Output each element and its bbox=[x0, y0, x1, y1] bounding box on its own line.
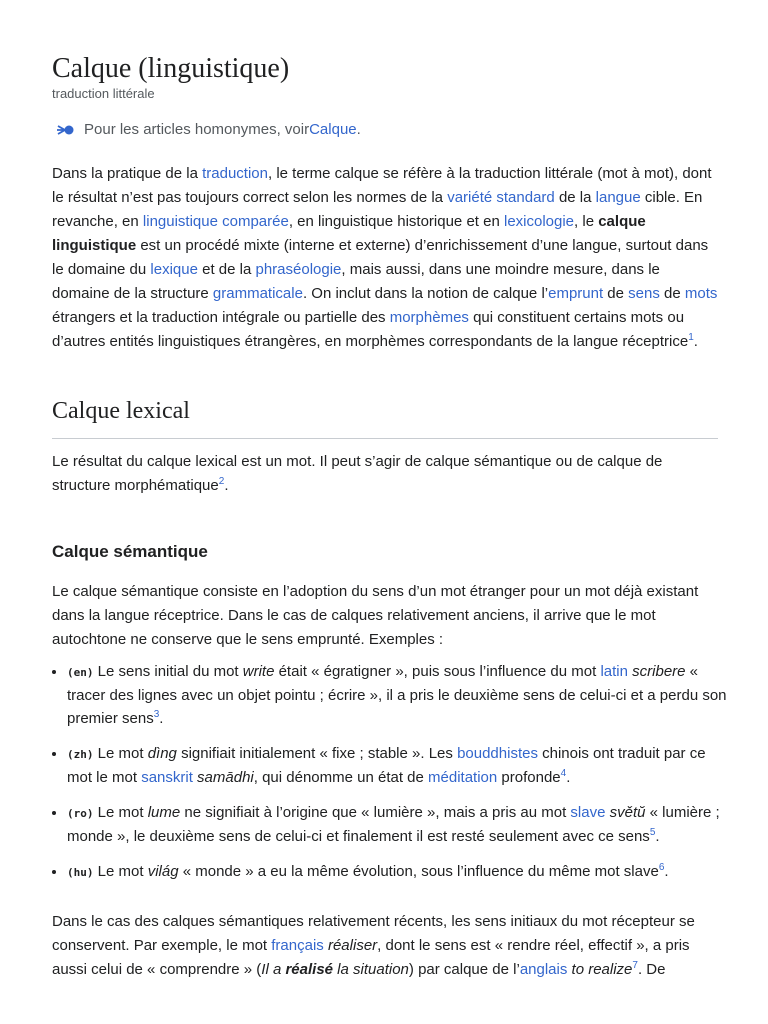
list-item bbox=[67, 801, 733, 848]
example-text: profonde bbox=[497, 769, 561, 786]
italic-term: write bbox=[242, 663, 275, 680]
bold-italic-term: réalisé bbox=[285, 961, 334, 978]
example-text: « lumière ; monde », le deuxième sens de celui-ci et finalement il est resté seulement avec ce sens bbox=[67, 804, 720, 845]
link-lexique[interactable]: lexique bbox=[150, 261, 198, 278]
intro-text: de la bbox=[554, 189, 596, 206]
italic-term: la situation bbox=[333, 961, 409, 978]
list-item bbox=[67, 860, 733, 884]
semantic-intro-paragraph: Le calque sémantique consiste en l’adoption du sens d’un mot étranger pour un mot déjà existant dans la langue réceptrice. Dans le cas de calques relativement anciens, il arrive que le mot autochtone ne conserve que le sens emprunté. Exemples : bbox=[52, 583, 699, 648]
example-text: « monde » a eu la même évolution, sous l’influence du même mot slave bbox=[178, 863, 659, 880]
intro-text: de bbox=[603, 285, 629, 302]
list-item bbox=[67, 660, 733, 730]
italic-term: dìng bbox=[147, 745, 177, 762]
intro-text: , le bbox=[574, 213, 599, 230]
link-emprunt[interactable]: emprunt bbox=[548, 285, 604, 302]
intro-text: . bbox=[693, 333, 698, 350]
example-text: était « égratigner », puis sous l’influence du mot bbox=[274, 663, 601, 680]
language-indicator: (zh) bbox=[67, 748, 94, 761]
lexical-paragraph bbox=[52, 450, 718, 498]
page-subtitle: traduction littérale bbox=[52, 86, 155, 101]
italic-term: világ bbox=[147, 863, 179, 880]
italic-term: Il a bbox=[261, 961, 286, 978]
reference-link[interactable]: 6 bbox=[658, 862, 665, 873]
italic-term: to realize bbox=[571, 961, 633, 978]
example-text: signifiait initialement « fixe ; stable ». Les bbox=[176, 745, 458, 762]
disambiguation-icon bbox=[56, 123, 78, 137]
link-grammaticale[interactable]: grammaticale bbox=[212, 285, 303, 302]
intro-text: qui constituent certains mots ou d’autres entités linguistiques étrangères, en morphèmes correspondants de la langue réceptrice bbox=[52, 309, 689, 350]
intro-text: , le terme calque se réfère à la traduction littérale (mot à mot), dont le résultat n’est pas toujours correct selon les normes de la bbox=[52, 165, 712, 206]
italic-term: lume bbox=[147, 804, 181, 821]
example-text: . bbox=[159, 710, 164, 727]
intro-text: de bbox=[659, 285, 685, 302]
link-bouddhistes[interactable]: bouddhistes bbox=[457, 745, 538, 762]
list-item bbox=[67, 742, 733, 789]
reference-link[interactable]: 2 bbox=[218, 476, 225, 487]
link-sens[interactable]: sens bbox=[628, 285, 660, 302]
intro-text: est un procédé mixte (interne et externe) d’enrichissement d’une langue, surtout dans le domaine du bbox=[52, 237, 709, 278]
link-calque[interactable]: Calque bbox=[309, 121, 357, 138]
paragraph-text: Dans le cas des calques sémantiques relativement récents, les sens initiaux du mot récepteur se conservent. Par exemple, le mot bbox=[52, 913, 695, 954]
link-latin[interactable]: latin bbox=[600, 663, 628, 680]
link-linguistique-comparee[interactable]: linguistique comparée bbox=[142, 213, 289, 230]
link-francais[interactable]: français bbox=[271, 937, 324, 954]
link-lexicologie[interactable]: lexicologie bbox=[503, 213, 575, 230]
section-heading-calque-lexical: Calque lexical bbox=[52, 396, 718, 439]
example-text: Le sens initial du mot bbox=[93, 663, 243, 680]
link-morphemes[interactable]: morphèmes bbox=[389, 309, 469, 326]
paragraph-text: , dont le sens est « rendre réel, effectif », a pris aussi celui de « comprendre » ( bbox=[52, 937, 690, 978]
language-indicator: (en) bbox=[67, 666, 94, 679]
hatnote bbox=[56, 120, 361, 140]
bold-term: calque linguistique bbox=[52, 213, 646, 254]
link-sanskrit[interactable]: sanskrit bbox=[141, 769, 193, 786]
hatnote-text: Pour les articles homonymes, voir bbox=[84, 121, 310, 138]
link-slave[interactable]: slave bbox=[570, 804, 606, 821]
language-indicator: (ro) bbox=[67, 807, 94, 820]
example-text: . bbox=[566, 769, 571, 786]
paragraph-text: . De bbox=[637, 961, 666, 978]
intro-text: . On inclut dans la notion de calque l’ bbox=[302, 285, 549, 302]
example-text: . bbox=[664, 863, 669, 880]
intro-text: cible. En revanche, en bbox=[52, 189, 703, 230]
example-text: « tracer des lignes avec un objet pointu ; écrire », il a pris le deuxième sens de celui-ci et a perdu son premier sens bbox=[67, 663, 727, 727]
language-indicator: (hu) bbox=[67, 866, 94, 879]
link-phraseologie[interactable]: phraséologie bbox=[255, 261, 342, 278]
page-title: Calque (linguistique) bbox=[52, 53, 290, 84]
example-text: . bbox=[655, 828, 660, 845]
example-text: chinois ont traduit par ce mot le mot bbox=[67, 745, 706, 786]
intro-text: Dans la pratique de la bbox=[52, 165, 203, 182]
italic-term: světŭ bbox=[609, 804, 646, 821]
link-traduction[interactable]: traduction bbox=[202, 165, 268, 182]
example-text: Le mot bbox=[93, 863, 148, 880]
italic-term: réaliser bbox=[327, 937, 378, 954]
reference-link[interactable]: 4 bbox=[560, 768, 567, 779]
intro-text: , en linguistique historique et en bbox=[288, 213, 504, 230]
intro-text: et de la bbox=[197, 261, 256, 278]
italic-term: samādhi bbox=[197, 769, 254, 786]
reference-link[interactable]: 5 bbox=[649, 827, 656, 838]
intro-text: , mais aussi, dans une moindre mesure, dans le domaine de la structure bbox=[52, 261, 660, 302]
example-text: Le mot bbox=[93, 745, 148, 762]
semantic-recent-paragraph bbox=[52, 910, 718, 982]
link-langue[interactable]: langue bbox=[595, 189, 641, 206]
reference-link[interactable]: 1 bbox=[688, 332, 694, 343]
subsection-heading-calque-semantique: Calque sémantique bbox=[52, 542, 208, 561]
link-anglais[interactable]: anglais bbox=[519, 961, 568, 978]
link-variete-standard[interactable]: variété standard bbox=[447, 189, 555, 206]
italic-term: scribere bbox=[632, 663, 686, 680]
lexical-text: Le résultat du calque lexical est un mot. Il peut s’agir de calque sémantique ou de calque de structure morphématique bbox=[52, 453, 663, 494]
example-text: ne signifiait à l’origine que « lumière », mais a pris au mot bbox=[180, 804, 571, 821]
reference-link[interactable]: 3 bbox=[153, 709, 160, 720]
example-text: Le mot bbox=[93, 804, 148, 821]
paragraph-text: ) par calque de l’ bbox=[408, 961, 520, 978]
lexical-text: . bbox=[224, 477, 229, 494]
intro-paragraph bbox=[52, 162, 718, 354]
link-meditation[interactable]: méditation bbox=[428, 769, 498, 786]
example-text: , qui dénomme un état de bbox=[253, 769, 429, 786]
reference-link[interactable]: 7 bbox=[632, 960, 638, 971]
examples-list bbox=[52, 660, 733, 896]
link-mots[interactable]: mots bbox=[684, 285, 718, 302]
hatnote-end: . bbox=[356, 121, 361, 138]
intro-text: étrangers et la traduction intégrale ou partielle des bbox=[52, 309, 390, 326]
